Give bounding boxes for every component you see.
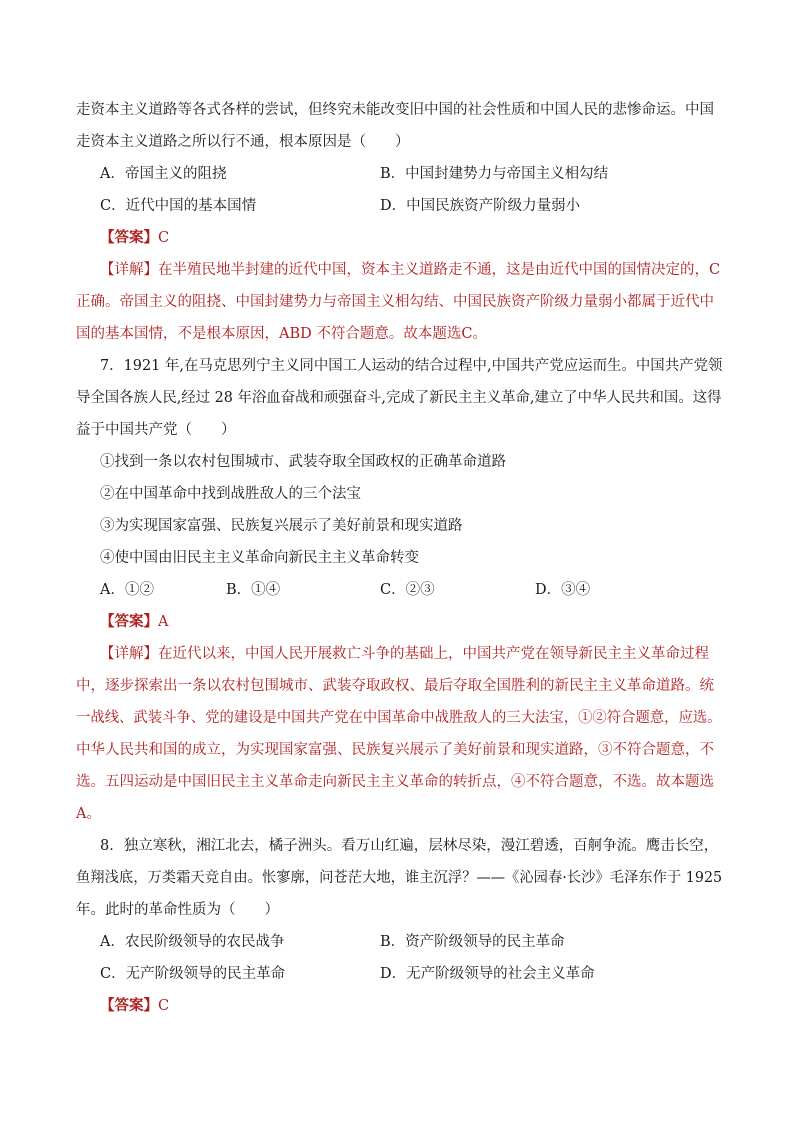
answer-label: 【答案】	[100, 997, 158, 1014]
q7-option-a: A．①②	[100, 582, 154, 598]
q8-option-b: B．资产阶级领导的民主革命	[380, 934, 565, 950]
q8-stem-line: 年。此时的革命性质为（ ）	[76, 902, 279, 918]
q7-option-b: B．①④	[226, 582, 281, 598]
answer-label: 【答案】	[100, 613, 158, 630]
q6-option-c: C．近代中国的基本国情	[100, 198, 257, 214]
q7-detail-line: 中，逐步探索出一条以农村包围城市、武装夺取政权、最后夺取全国胜利的新民主主义革命道路。统	[76, 678, 714, 694]
q7-stem-line: 导全国各族人民,经过 28 年浴血奋战和顽强奋斗,完成了新民主主义革命,建立了中华人民共和国。这得	[76, 390, 722, 406]
q7-option-d: D．③④	[535, 582, 591, 598]
q7-item-4: ④使中国由旧民主主义革命向新民主主义革命转变	[100, 550, 419, 566]
q7-stem-line: 7．1921 年,在马克思列宁主义同中国工人运动的结合过程中,中国共产党应运而生。中国共产党领	[100, 358, 723, 374]
answer-value: A	[158, 614, 169, 630]
q7-stem-line: 益于中国共产党（ ）	[76, 422, 236, 438]
q7-detail-line: 【详解】在近代以来，中国人民开展救亡斗争的基础上，中国共产党在领导新民主主义革命过程	[100, 646, 709, 662]
q8-option-d: D．无产阶级领导的社会主义革命	[380, 966, 595, 982]
answer-value: C	[158, 998, 170, 1014]
q6-detail-line: 正确。帝国主义的阻挠、中国封建势力与帝国主义相勾结、中国民族资产阶级力量弱小都属于近代中	[76, 294, 714, 310]
q6-detail-line: 【详解】在半殖民地半封建的近代中国，资本主义道路走不通，这是由近代中国的国情决定的，C	[100, 262, 721, 278]
q8-answer	[100, 996, 169, 1016]
q8-stem-line: 鱼翔浅底，万类霜天竞自由。怅寥廓，问苍茫大地，谁主沉浮？——《沁园春·长沙》毛泽东作于 1925	[76, 870, 723, 886]
q7-detail-line: A。	[76, 806, 101, 822]
q8-option-c: C．无产阶级领导的民主革命	[100, 966, 286, 982]
q7-item-3: ③为实现国家富强、民族复兴展示了美好前景和现实道路	[100, 518, 463, 534]
q8-stem-line: 8．独立寒秋，湘江北去，橘子洲头。看万山红遍，层林尽染，漫江碧透，百舸争流。鹰击长空，	[100, 838, 719, 854]
q7-answer	[100, 612, 168, 632]
q6-answer	[100, 228, 169, 248]
q7-detail-line: 中华人民共和国的成立，为实现国家富强、民族复兴展示了美好前景和现实道路，③不符合题意，不	[76, 742, 714, 758]
q8-option-a: A．农民阶级领导的农民战争	[100, 934, 285, 950]
answer-value: C	[158, 230, 170, 246]
q7-detail-line: 一战线、武装斗争、党的建设是中国共产党在中国革命中战胜敌人的三大法宝，①②符合题意，应选。	[76, 710, 722, 726]
q7-detail-line: 选。五四运动是中国旧民主主义革命走向新民主主义革命的转折点，④不符合题意，不选。故本题选	[76, 774, 714, 790]
q7-item-1: ①找到一条以农村包围城市、武装夺取全国政权的正确革命道路	[100, 454, 506, 470]
q7-option-c: C．②③	[380, 582, 435, 598]
q7-item-2: ②在中国革命中找到战胜敌人的三个法宝	[100, 486, 361, 502]
q6-option-d: D．中国民族资产阶级力量弱小	[380, 198, 581, 214]
q6-option-b: B．中国封建势力与帝国主义相勾结	[380, 166, 609, 182]
q6-option-a: A．帝国主义的阻挠	[100, 166, 227, 182]
q6-stem-line: 走资本主义道路之所以行不通，根本原因是（ ）	[76, 134, 410, 150]
q6-stem-line: 走资本主义道路等各式各样的尝试，但终究未能改变旧中国的社会性质和中国人民的悲惨命运。中国	[76, 102, 714, 118]
q6-detail-line: 国的基本国情，不是根本原因，ABD 不符合题意。故本题选C。	[76, 326, 487, 342]
answer-label: 【答案】	[100, 229, 158, 246]
